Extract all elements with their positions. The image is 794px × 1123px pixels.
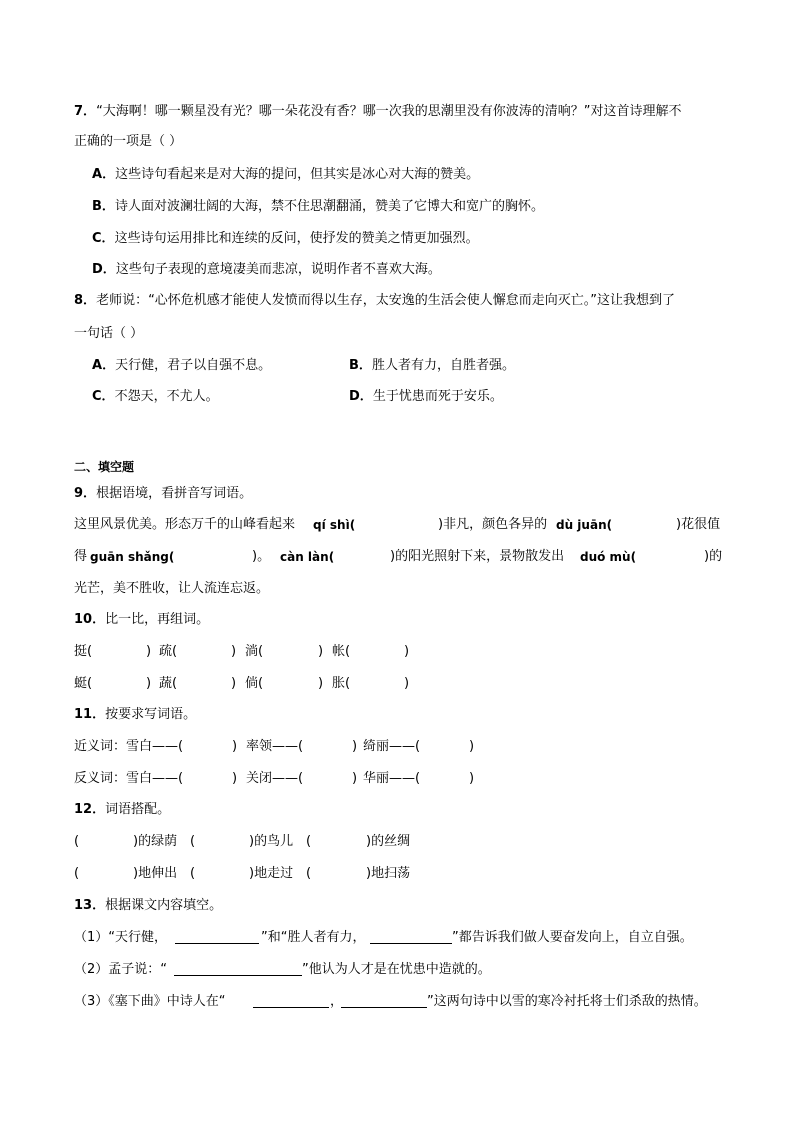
q13-blank-2[interactable] <box>370 943 452 944</box>
q10-row2-item2: 蔬( <box>159 676 178 691</box>
q13-blank-3[interactable] <box>174 975 302 976</box>
q13-line3: （3）《塞下曲》中诗人在“ <box>74 994 226 1009</box>
q11-antonym-2: 关闭——( <box>246 771 304 786</box>
q8-option-a: A．天行健，君子以自强不息。 <box>92 358 272 373</box>
q9-text-line1c: )花很值 <box>676 517 721 532</box>
q8-stem-line2: 一句话（ ） <box>74 326 144 341</box>
q11-antonym-row: 反义词：雪白——( <box>74 771 184 786</box>
q9-stem: 9．根据语境，看拼音写词语。 <box>74 486 253 501</box>
q11-synonym-2: 率领——( <box>246 739 304 754</box>
q13-line2b: ”他认为人才是在忧患中造就的。 <box>302 962 491 977</box>
q10-row1-item3: 淌( <box>245 644 264 659</box>
q8-stem-line1: 8．老师说：“心怀危机感才能使人发愤而得以生存，太安逸的生活会使人懈怠而走向灭亡。”这让我想到了 <box>74 293 676 308</box>
q9-pinyin-duomu: duó mù( <box>580 550 637 564</box>
q13-blank-4[interactable] <box>253 1007 329 1008</box>
q8-option-c: C．不怨天，不尤人。 <box>92 389 219 404</box>
q7-stem-line1: 7．“大海啊！哪一颗星没有光？哪一朵花没有香？哪一次我的思潮里没有你波涛的清响？”对这首诗理解不 <box>74 104 682 119</box>
q7-option-a: A．这些诗句看起来是对大海的提问，但其实是冰心对大海的赞美。 <box>92 167 480 182</box>
section-heading-fill-in: 二、填空题 <box>74 460 135 474</box>
q13-line3b: ， <box>330 994 344 1009</box>
q12-row1-item3: )的丝绸 <box>366 834 411 849</box>
q13-blank-5[interactable] <box>341 1007 427 1008</box>
q10-row2-item3: 倘( <box>245 676 264 691</box>
q9-pinyin-qishi: qí shì( <box>313 518 356 532</box>
q12-row1-item2: )的鸟儿 <box>249 834 294 849</box>
q9-text-line2b: )。 <box>252 549 271 564</box>
q13-line1c: ”都告诉我们做人要奋发向上，自立自强。 <box>452 930 693 945</box>
q8-option-b: B．胜人者有力，自胜者强。 <box>349 358 515 373</box>
q11-stem: 11．按要求写词语。 <box>74 707 197 722</box>
q13-blank-1[interactable] <box>175 943 259 944</box>
q12-row1-item1: )的绿荫 <box>133 834 178 849</box>
q9-text-line3: 光芒，美不胜收，让人流连忘返。 <box>74 581 270 596</box>
q12-row2-item2: )地走过 <box>249 866 294 881</box>
q13-line1: （1）“天行健， <box>74 930 168 945</box>
q11-synonym-row: 近义词：雪白——( <box>74 739 184 754</box>
q11-antonym-3: 华丽——( <box>363 771 421 786</box>
q12-row2-item3: )地扫荡 <box>366 866 411 881</box>
q10-row2-item1: 蜓( <box>74 676 93 691</box>
q13-line1b: ”和“胜人者有力， <box>261 930 366 945</box>
q13-line2: （2）孟子说：“ <box>74 962 168 977</box>
q10-row1-item2: 疏( <box>159 644 178 659</box>
q9-pinyin-canlan: càn làn( <box>280 550 335 564</box>
q9-text-line2a: 得 <box>74 549 88 564</box>
q10-stem: 10．比一比，再组词。 <box>74 612 210 627</box>
q9-pinyin-guanshang: guān shǎng( <box>90 550 175 564</box>
q9-pinyin-dujuan: dù juān( <box>556 518 613 532</box>
q7-option-d: D．这些句子表现的意境凄美而悲凉，说明作者不喜欢大海。 <box>92 262 441 277</box>
q7-number: 7 <box>74 104 84 119</box>
q9-text-line1: 这里风景优美。形态万千的山峰看起来 <box>74 517 296 532</box>
q7-stem-text1: “大海啊！哪一颗星没有光？哪一朵花没有香？哪一次我的思潮里没有你波涛的清响？”对这首诗理解不 <box>96 104 682 119</box>
q13-stem: 13．根据课文内容填空。 <box>74 898 223 913</box>
q8-number: 8 <box>74 293 84 308</box>
worksheet-page: 7．“大海啊！哪一颗星没有光？哪一朵花没有香？哪一次我的思潮里没有你波涛的清响？”对这首诗理解不 正确的一项是（ ） A．这些诗句看起来是对大海的提问，但其实是冰心对大海的赞美。 B．诗人面对波澜壮阔的大海，禁不住思潮翻涌，赞美了它博大和宽广的胸怀。 C．这些诗句运用排比和连续的反问，使抒发的赞美之情更加强烈。 D．这些句子表现的意境凄美而悲凉，说明作者不喜欢大海。 8．老师说：“心怀危机感才能使人发愤而得以生存，太安逸的生活会使人懈怠而走向灭亡。”这让我想到了 一句话（ ） A．天行健，君子以自强不息。 B．胜人者有力，自胜者强。 C．不怨天，不尤人。 D．生于忧患而死于安乐。 二、填空题 9．根据语境，看拼音写词语。 这里风景优美。形态万千的山峰看起来 qí shì( )非凡，颜色各异的 dù juān( )花很值 得 guān shǎng( )。 càn làn( )的阳光照射下来，景物散发出 duó mù( )的 光芒，美不胜收，让人流连忘返。 10．比一比，再组词。 挺( ) 疏( ) 淌( ) 帐( ) 蜓( ) 蔬( ) 倘( ) 胀( ) 11．按要求写词语。 近义词：雪白——( ) 率领——( ) 绮丽——( ) 反义词：雪白——( ) 关闭——( ) 华丽——( ) 12．词语搭配。 ( )的绿荫 ( )的鸟儿 ( )的丝绸 ( )地伸出 ( )地走过 ( )地扫荡 13．根据课文内容填空。 （1）“天行健， ”和“胜人者有力， ”都告诉我们做人要奋发向上，自立自强。 （2）孟子说：“ ”他认为人才是在忧患中造就的。 （3）《塞下曲》中诗人在“ ， ”这两句诗中以雪的寒冷衬托将士们杀敌的热情。 <box>74 104 723 1009</box>
q12-stem: 12．词语搭配。 <box>74 802 171 817</box>
q9-text-line1b: )非凡，颜色各异的 <box>438 517 548 532</box>
q9-text-line2d: )的 <box>704 549 723 564</box>
q10-row2-item4: 胀( <box>332 676 351 691</box>
q8-option-d: D．生于忧患而死于安乐。 <box>349 389 503 404</box>
q12-row2-item1: )地伸出 <box>133 866 178 881</box>
q9-text-line2c: )的阳光照射下来，景物散发出 <box>390 549 565 564</box>
q13-line3c: ”这两句诗中以雪的寒冷衬托将士们杀敌的热情。 <box>427 994 707 1009</box>
q10-row1-item1: 挺( <box>74 644 93 659</box>
q7-stem-line2: 正确的一项是（ ） <box>74 134 183 149</box>
q10-row1-item4: 帐( <box>332 644 351 659</box>
q7-option-b: B．诗人面对波澜壮阔的大海，禁不住思潮翻涌，赞美了它博大和宽广的胸怀。 <box>92 199 544 214</box>
q11-synonym-3: 绮丽——( <box>363 739 421 754</box>
q7-option-c: C．这些诗句运用排比和连续的反问，使抒发的赞美之情更加强烈。 <box>92 231 479 246</box>
